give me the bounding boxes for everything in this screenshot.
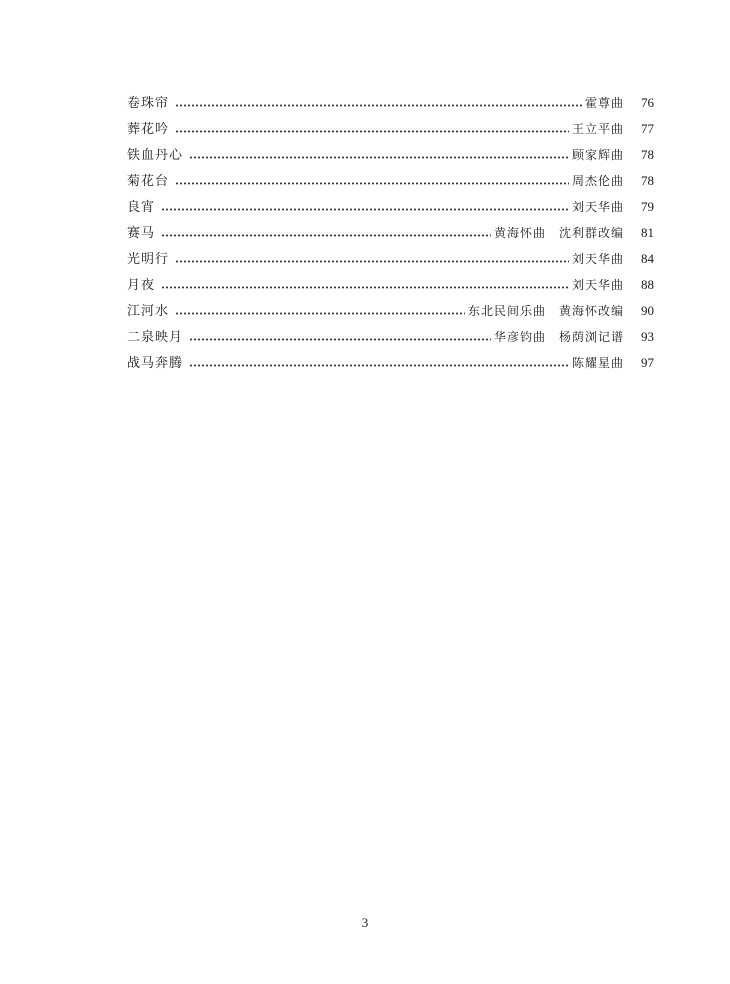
toc-entry-page: 77 (641, 121, 654, 136)
toc-entry-title: 赛马 (127, 226, 156, 241)
toc-entry-credit: 黄海怀曲 沈利群改编 (493, 226, 624, 240)
toc-entry-credit: 东北民间乐曲 黄海怀改编 (467, 304, 624, 318)
toc-entry-page: 84 (641, 251, 654, 266)
toc-entry[interactable] (127, 168, 654, 194)
toc-entry-credit: 陈耀星曲 (571, 356, 624, 370)
dot-leader (161, 286, 569, 289)
toc-entry-page: 78 (641, 147, 654, 162)
dot-leader (175, 182, 569, 185)
toc-entry-title: 铁血丹心 (127, 148, 184, 163)
toc-entry-page: 88 (641, 277, 654, 292)
toc-entry-credit: 华彦钧曲 杨荫浏记谱 (493, 330, 624, 344)
dot-leader (175, 130, 569, 133)
page-number: 3 (361, 915, 369, 930)
toc-entry[interactable] (127, 324, 654, 350)
toc-entry-credit: 周杰伦曲 (571, 174, 624, 188)
toc-entry-page: 81 (641, 225, 654, 240)
toc-entry[interactable] (127, 298, 654, 324)
dot-leader (161, 234, 491, 237)
toc-entry[interactable] (127, 194, 654, 220)
dot-leader (189, 156, 569, 159)
toc-entry[interactable] (127, 220, 654, 246)
toc-entry-title: 光明行 (127, 252, 170, 267)
toc-entry-title: 江河水 (127, 304, 170, 319)
dot-leader (175, 260, 569, 263)
toc-entry[interactable] (127, 142, 654, 168)
toc-entry[interactable] (127, 116, 654, 142)
toc-entry-title: 葬花吟 (127, 122, 170, 137)
dot-leader (161, 208, 569, 211)
toc-entry-page: 76 (641, 95, 654, 110)
dot-leader (175, 104, 582, 107)
toc-entry-page: 78 (641, 173, 654, 188)
toc-entry-credit: 刘天华曲 (571, 278, 624, 292)
toc-entry-credit: 顾家辉曲 (571, 148, 624, 162)
dot-leader (175, 312, 465, 315)
toc-entry-title: 月夜 (127, 278, 156, 293)
toc-entry-page: 90 (641, 303, 654, 318)
toc-entry-page: 97 (641, 355, 654, 370)
toc-entry[interactable] (127, 246, 654, 272)
toc-entry[interactable] (127, 350, 654, 376)
toc-entry[interactable] (127, 272, 654, 298)
toc-entry-credit: 刘天华曲 (571, 252, 624, 266)
toc-entry-page: 79 (641, 199, 654, 214)
dot-leader (189, 338, 491, 341)
toc-entry-title: 卷珠帘 (127, 96, 170, 111)
table-of-contents (127, 90, 654, 376)
toc-entry-title: 良宵 (127, 200, 156, 215)
toc-entry-page: 93 (641, 329, 654, 344)
toc-entry[interactable] (127, 90, 654, 116)
toc-entry-title: 战马奔腾 (127, 356, 184, 371)
dot-leader (189, 364, 569, 367)
toc-entry-credit: 王立平曲 (571, 122, 624, 136)
toc-entry-credit: 霍尊曲 (584, 96, 624, 110)
toc-entry-title: 菊花台 (127, 174, 170, 189)
toc-entry-credit: 刘天华曲 (571, 200, 624, 214)
toc-entry-title: 二泉映月 (127, 330, 184, 345)
